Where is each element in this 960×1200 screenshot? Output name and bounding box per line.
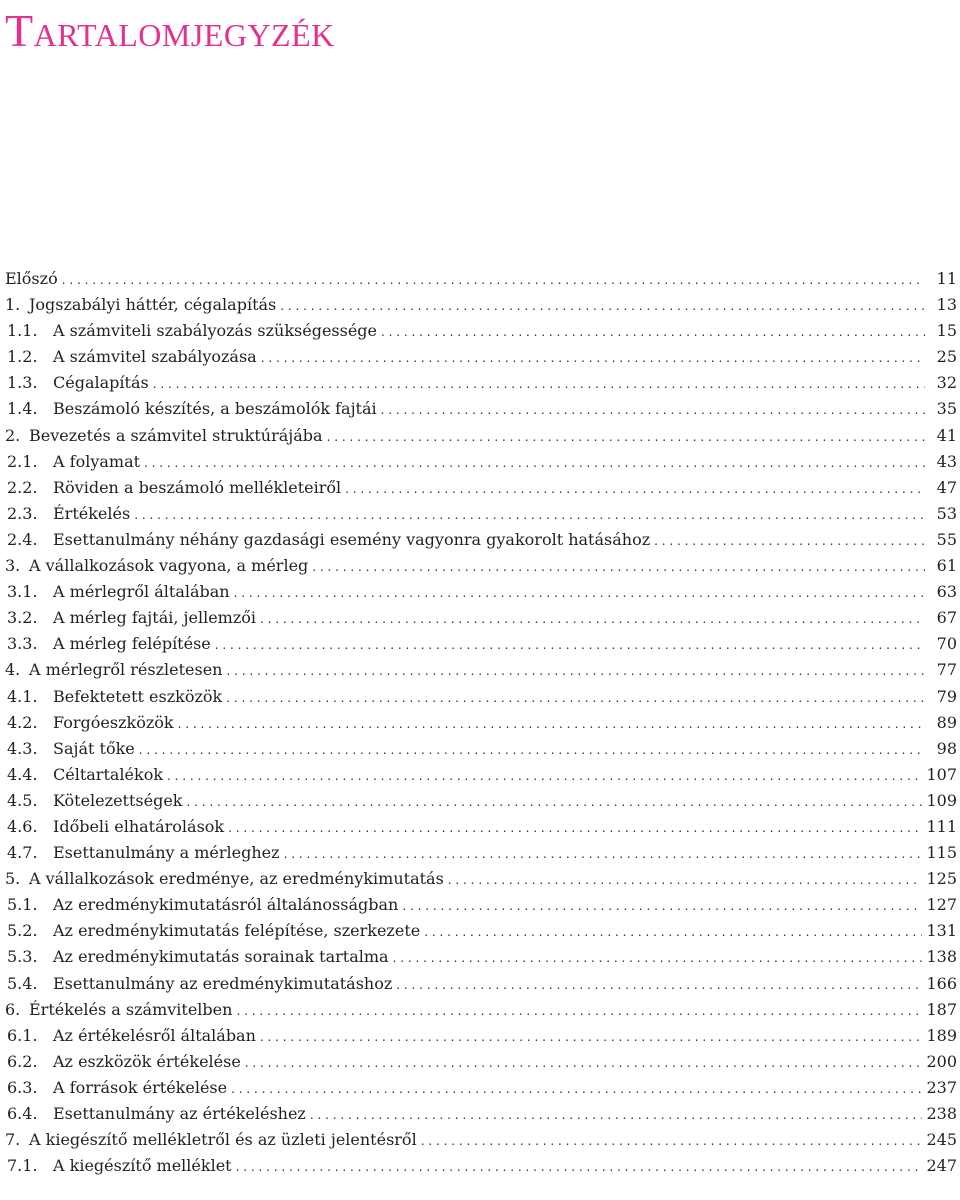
- toc-entry-page: 77: [936, 660, 957, 680]
- toc-entry-number: 6.4.: [7, 1104, 38, 1123]
- dot-leader: [139, 737, 925, 763]
- toc-entry-label: A vállalkozások eredménye, az eredménykimutatás: [29, 869, 444, 889]
- toc-entry-number: 4.6.: [7, 816, 38, 836]
- toc-entry-label: Időbeli elhatárolások: [53, 816, 225, 836]
- toc-entry-page: 11: [936, 269, 957, 288]
- toc-entry-number: 2.4.: [7, 529, 38, 549]
- toc-entry[interactable]: [5, 971, 957, 997]
- toc-entry-number: 4.7.: [7, 843, 38, 863]
- toc-entry-page: 125: [926, 869, 957, 889]
- toc-entry[interactable]: [5, 292, 957, 318]
- toc-entry[interactable]: [5, 344, 957, 370]
- toc-entry-label: Esettanulmány az értékeléshez: [53, 1104, 306, 1123]
- dot-leader: [381, 397, 925, 423]
- toc-entry[interactable]: [5, 788, 957, 814]
- toc-entry-label: Cégalapítás: [53, 373, 149, 393]
- dot-leader: [261, 345, 925, 371]
- toc-entry-page: 53: [936, 503, 957, 523]
- toc-entry[interactable]: [5, 1101, 957, 1127]
- toc-entry-page: 245: [926, 1130, 957, 1150]
- toc-entry[interactable]: [5, 840, 957, 866]
- toc-entry-page: 25: [936, 347, 957, 367]
- toc-entry-number: 4.5.: [7, 790, 38, 810]
- toc-entry[interactable]: [5, 631, 957, 657]
- toc-entry-page: 61: [936, 556, 957, 576]
- dot-leader: [144, 450, 925, 476]
- toc-entry-number: 2.3.: [7, 503, 38, 523]
- toc-entry-label: A folyamat: [53, 451, 141, 471]
- toc-entry[interactable]: [5, 605, 957, 631]
- toc-entry-page: 98: [936, 738, 957, 758]
- toc-entry-number: 1.: [5, 295, 21, 315]
- toc-entry-label: Röviden a beszámoló mellékleteiről: [53, 477, 342, 497]
- toc-entry-number: 7.: [5, 1130, 21, 1150]
- toc-entry[interactable]: [5, 579, 957, 605]
- toc-entry-label: A vállalkozások vagyona, a mérleg: [29, 556, 309, 576]
- dot-leader: [153, 371, 925, 397]
- toc-entry-number: 4.2.: [7, 712, 38, 732]
- toc-entry-label: Értékelés: [53, 503, 131, 523]
- toc-entry[interactable]: [5, 892, 957, 918]
- dot-leader: [178, 711, 925, 737]
- toc-entry[interactable]: [5, 266, 957, 292]
- toc-entry-label: A mérleg felépítése: [53, 634, 211, 654]
- toc-entry-page: 127: [926, 895, 957, 915]
- toc-entry-page: 109: [926, 790, 957, 810]
- toc-entry-label: Jogszabályi háttér, cégalapítás: [29, 295, 277, 315]
- dot-leader: [280, 293, 925, 319]
- toc-entry-number: 6.1.: [7, 1025, 38, 1045]
- toc-entry-page: 35: [936, 399, 957, 419]
- toc-entry[interactable]: [5, 736, 957, 762]
- toc-entry-label: Befektetett eszközök: [53, 686, 223, 706]
- toc-entry-label: Céltartalékok: [53, 764, 164, 784]
- toc-entry[interactable]: [5, 1127, 957, 1153]
- dot-leader: [327, 424, 925, 450]
- toc-entry-number: 3.3.: [7, 634, 38, 654]
- dot-leader: [448, 867, 923, 893]
- toc-entry-page: 15: [936, 321, 957, 341]
- toc-entry-number: 5.: [5, 869, 21, 889]
- toc-entry[interactable]: [5, 814, 957, 840]
- toc-entry-label: Forgóeszközök: [53, 712, 174, 732]
- dot-leader: [260, 606, 925, 632]
- toc-entry[interactable]: [5, 1153, 957, 1179]
- toc-entry-page: 107: [926, 764, 957, 784]
- toc-entry-number: 3.2.: [7, 608, 38, 628]
- dot-leader: [396, 972, 922, 998]
- dot-leader: [134, 502, 925, 528]
- dot-leader: [231, 1076, 922, 1102]
- toc-entry-page: 131: [926, 921, 957, 941]
- toc-entry-page: 67: [936, 608, 957, 628]
- toc-entry-number: 5.2.: [7, 921, 38, 941]
- toc-entry-label: Az eredménykimutatás sorainak tartalma: [53, 947, 389, 967]
- toc-entry-page: 70: [936, 634, 957, 654]
- toc-entry-label: Esettanulmány néhány gazdasági esemény vagyonra gyakorolt hatásához: [53, 529, 651, 549]
- toc-entry[interactable]: [5, 1075, 957, 1101]
- toc-entry-page: 237: [926, 1077, 957, 1097]
- toc-entry-page: 115: [926, 843, 957, 863]
- toc-entry-number: 6.2.: [7, 1051, 38, 1071]
- toc-entry[interactable]: [5, 1023, 957, 1049]
- toc-entry[interactable]: [5, 527, 957, 553]
- toc-entry-label: A mérlegről részletesen: [29, 660, 223, 680]
- toc-entry-label: Értékelés a számvitelben: [29, 999, 233, 1019]
- dot-leader: [236, 998, 922, 1024]
- dot-leader: [236, 1154, 923, 1180]
- toc-entry-number: 5.1.: [7, 895, 38, 915]
- toc-entry-page: 89: [936, 712, 957, 732]
- toc-entry-number: 1.2.: [7, 347, 38, 367]
- toc-entry-label: Esettanulmány a mérleghez: [53, 843, 280, 863]
- toc-entry-label: Saját tőke: [53, 738, 135, 758]
- dot-leader: [381, 319, 925, 345]
- toc-entry-label: A számviteli szabályozás szükségessége: [53, 321, 378, 341]
- dot-leader: [284, 841, 923, 867]
- page-title: Tartalomjegyzék: [5, 5, 335, 56]
- toc-entry-page: 189: [926, 1025, 957, 1045]
- dot-leader: [421, 1128, 923, 1154]
- toc-entry[interactable]: [5, 684, 957, 710]
- toc-entry-label: Az értékelésről általában: [53, 1025, 256, 1045]
- dot-leader: [424, 919, 922, 945]
- toc-entry[interactable]: [5, 396, 957, 422]
- toc-entry[interactable]: [5, 423, 957, 449]
- toc-entry-number: 1.1.: [7, 321, 38, 341]
- toc-entry-number: 5.3.: [7, 947, 38, 967]
- toc-entry[interactable]: [5, 553, 957, 579]
- toc-entry-page: 166: [926, 973, 957, 993]
- toc-entry-number: 7.1.: [7, 1156, 38, 1176]
- toc-entry[interactable]: [5, 944, 957, 970]
- toc-entry[interactable]: [5, 449, 957, 475]
- toc-entry-label: Előszó: [5, 269, 58, 288]
- toc-entry-page: 111: [926, 816, 957, 836]
- dot-leader: [245, 1050, 923, 1076]
- toc-entry[interactable]: [5, 1049, 957, 1075]
- toc-entry-number: 3.: [5, 556, 21, 576]
- toc-entry[interactable]: [5, 657, 957, 683]
- dot-leader: [654, 528, 925, 554]
- toc-entry[interactable]: [5, 762, 957, 788]
- dot-leader: [226, 685, 925, 711]
- toc-entry-label: Kötelezettségek: [53, 790, 183, 810]
- dot-leader: [310, 1102, 923, 1128]
- toc-entry-page: 55: [936, 529, 957, 549]
- dot-leader: [312, 554, 925, 580]
- toc-entry-number: 1.4.: [7, 399, 38, 419]
- toc-entry-label: Az eredménykimutatásról általánosságban: [53, 895, 399, 915]
- toc-entry-label: Esettanulmány az eredménykimutatáshoz: [53, 973, 393, 993]
- dot-leader: [393, 945, 923, 971]
- toc-entry-page: 200: [926, 1051, 957, 1071]
- toc-entry[interactable]: [5, 918, 957, 944]
- toc-entry-page: 41: [936, 425, 957, 445]
- toc-entry-page: 247: [926, 1156, 957, 1176]
- toc-entry[interactable]: [5, 866, 957, 892]
- dot-leader: [260, 1024, 923, 1050]
- table-of-contents: [5, 266, 957, 1179]
- toc-entry-label: A számvitel szabályozása: [53, 347, 257, 367]
- toc-entry-label: A kiegészítő mellékletről és az üzleti jelentésről: [29, 1130, 417, 1150]
- toc-entry[interactable]: [5, 997, 957, 1023]
- toc-entry-page: 47: [936, 477, 957, 497]
- dot-leader: [402, 893, 922, 919]
- toc-entry-label: A források értékelése: [53, 1077, 228, 1097]
- toc-entry-label: Beszámoló készítés, a beszámolók fajtái: [53, 399, 377, 419]
- toc-entry-page: 138: [926, 947, 957, 967]
- toc-entry-label: Bevezetés a számvitel struktúrájába: [29, 425, 323, 445]
- toc-entry[interactable]: [5, 501, 957, 527]
- toc-entry-page: 79: [936, 686, 957, 706]
- dot-leader: [186, 789, 922, 815]
- toc-entry[interactable]: [5, 318, 957, 344]
- toc-entry-number: 2.: [5, 425, 21, 445]
- toc-entry-label: A mérleg fajtái, jellemzői: [53, 608, 257, 628]
- toc-entry-label: A kiegészítő melléklet: [53, 1156, 232, 1176]
- toc-entry-number: 6.3.: [7, 1077, 38, 1097]
- dot-leader: [167, 763, 922, 789]
- dot-leader: [226, 658, 925, 684]
- toc-entry-number: 6.: [5, 999, 21, 1019]
- dot-leader: [234, 580, 925, 606]
- toc-entry[interactable]: [5, 370, 957, 396]
- toc-entry-page: 238: [926, 1104, 957, 1123]
- toc-entry-page: 32: [936, 373, 957, 393]
- toc-entry-label: Az eredménykimutatás felépítése, szerkezete: [53, 921, 421, 941]
- toc-entry[interactable]: [5, 710, 957, 736]
- toc-entry-number: 3.1.: [7, 582, 38, 602]
- toc-entry-label: Az eszközök értékelése: [53, 1051, 241, 1071]
- toc-entry-number: 1.3.: [7, 373, 38, 393]
- toc-entry-page: 187: [926, 999, 957, 1019]
- toc-entry-number: 2.1.: [7, 451, 38, 471]
- toc-entry-number: 5.4.: [7, 973, 38, 993]
- toc-entry-page: 13: [936, 295, 957, 315]
- dot-leader: [228, 815, 922, 841]
- toc-entry[interactable]: [5, 475, 957, 501]
- toc-entry-number: 4.1.: [7, 686, 38, 706]
- toc-entry-page: 63: [936, 582, 957, 602]
- toc-entry-page: 43: [936, 451, 957, 471]
- dot-leader: [345, 476, 925, 502]
- toc-entry-number: 4.3.: [7, 738, 38, 758]
- toc-entry-number: 2.2.: [7, 477, 38, 497]
- dot-leader: [215, 632, 925, 658]
- dot-leader: [62, 267, 925, 293]
- toc-entry-number: 4.4.: [7, 764, 38, 784]
- toc-entry-label: A mérlegről általában: [53, 582, 230, 602]
- toc-entry-number: 4.: [5, 660, 21, 680]
